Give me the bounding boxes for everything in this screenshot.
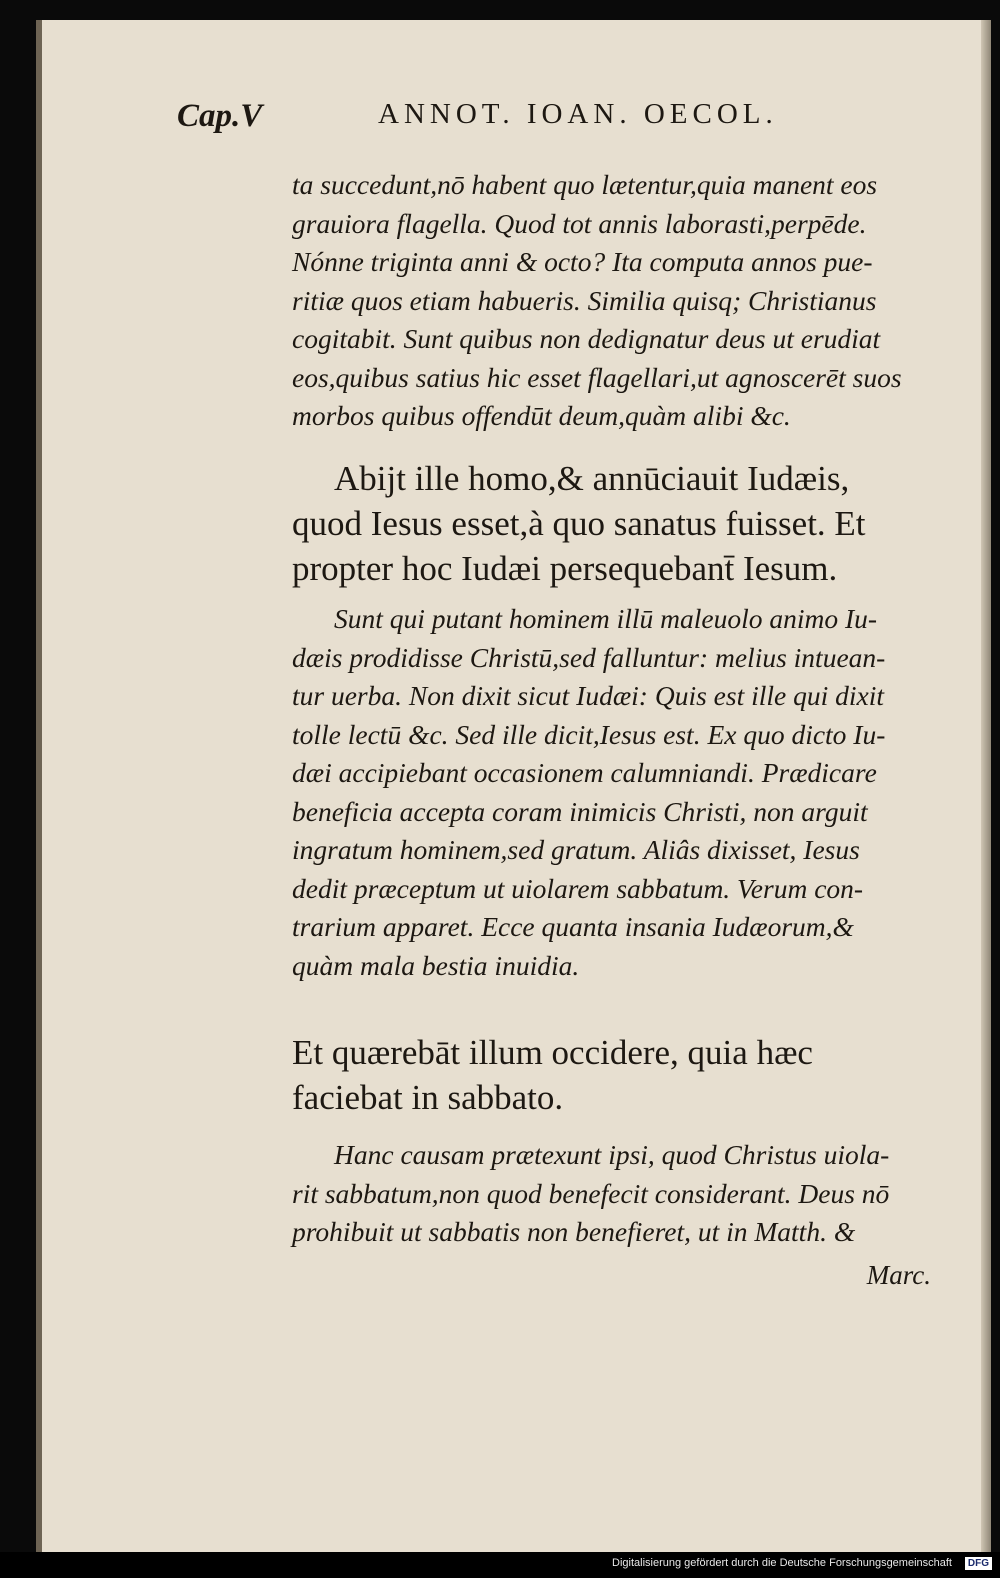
commentary-block-1 xyxy=(292,166,957,436)
text-line: cogitabit. Sunt quibus non dedignatur deus ut erudiat xyxy=(292,323,881,354)
text-line: ritiæ quos etiam habueris. Similia quisq; Christianus xyxy=(292,284,877,316)
text-line: grauiora flagella. Quod tot annis laborasti,perpēde. xyxy=(292,207,867,239)
text-line: Sunt qui putant hominem illū maleuolo animo Iu- xyxy=(334,603,878,634)
funding-credit: Digitalisierung gefördert durch die Deutsche Forschungsgemeinschaft xyxy=(612,1557,952,1569)
text-line: Nónne triginta anni & octo? Ita computa annos pue- xyxy=(292,246,873,277)
verse-line: faciebat in sabbato. xyxy=(292,1078,564,1117)
text-line: tur uerba. Non dixit sicut Iudæi: Quis est ille qui dixit xyxy=(292,680,884,711)
page-header xyxy=(42,98,991,158)
commentary-block-2 xyxy=(292,600,957,985)
text-line: dæi accipiebant occasionem calumniandi. Prædicare xyxy=(292,757,877,788)
chapter-label: Cap.V xyxy=(177,98,263,134)
verse-line: quod Iesus esset,à quo sanatus fuisset. Et xyxy=(292,504,866,543)
text-line: ta succedunt,nō habent quo lætentur,quia manent eos xyxy=(292,169,878,200)
verse-line: Et quærebāt illum occidere, quia hæc xyxy=(292,1033,813,1072)
digitization-footer xyxy=(0,1552,1000,1578)
dfg-logo: DFG xyxy=(965,1557,992,1570)
verse-line: Abijt ille homo,& annūciauit Iudæis, xyxy=(334,459,850,498)
book-page xyxy=(36,20,991,1552)
text-line: dedit præceptum ut uiolarem sabbatum. Verum con- xyxy=(292,872,864,904)
text-line: ingratum hominem,sed gratum. Aliâs dixisset, Iesus xyxy=(292,834,860,865)
scripture-verse-2 xyxy=(292,1030,957,1120)
text-line: trarium apparet. Ecce quanta insania Iudæorum,& xyxy=(292,911,854,942)
scripture-verse-1 xyxy=(292,456,957,591)
text-line: morbos quibus offendūt deum,quàm alibi &c. xyxy=(292,400,791,431)
text-line: dæis prodidisse Christū,sed falluntur: melius intuean- xyxy=(292,641,886,673)
text-line: quàm mala bestia inuidia. xyxy=(292,949,580,981)
running-title: ANNOT. IOAN. OECOL. xyxy=(378,98,778,130)
text-line: rit sabbatum,non quod benefecit considerant. Deus nō xyxy=(292,1177,890,1209)
text-line: prohibuit ut sabbatis non benefieret, ut in Matth. & xyxy=(292,1216,856,1247)
show-through-marginalia xyxy=(132,530,138,556)
text-line: Hanc causam prætexunt ipsi, quod Christus uiola- xyxy=(334,1139,890,1170)
verse-line: propter hoc Iudæi persequebant̄ Iesum. xyxy=(292,549,838,588)
text-line: beneficia accepta coram inimicis Christi, non arguit xyxy=(292,795,868,827)
text-line: tolle lectū &c. Sed ille dicit,Iesus est. Ex quo dicto Iu- xyxy=(292,718,886,750)
text-line: eos,quibus satius hic esset flagellari,ut agnoscerēt suos xyxy=(292,361,902,393)
commentary-block-3 xyxy=(292,1136,957,1252)
catchword: Marc. xyxy=(866,1260,931,1290)
